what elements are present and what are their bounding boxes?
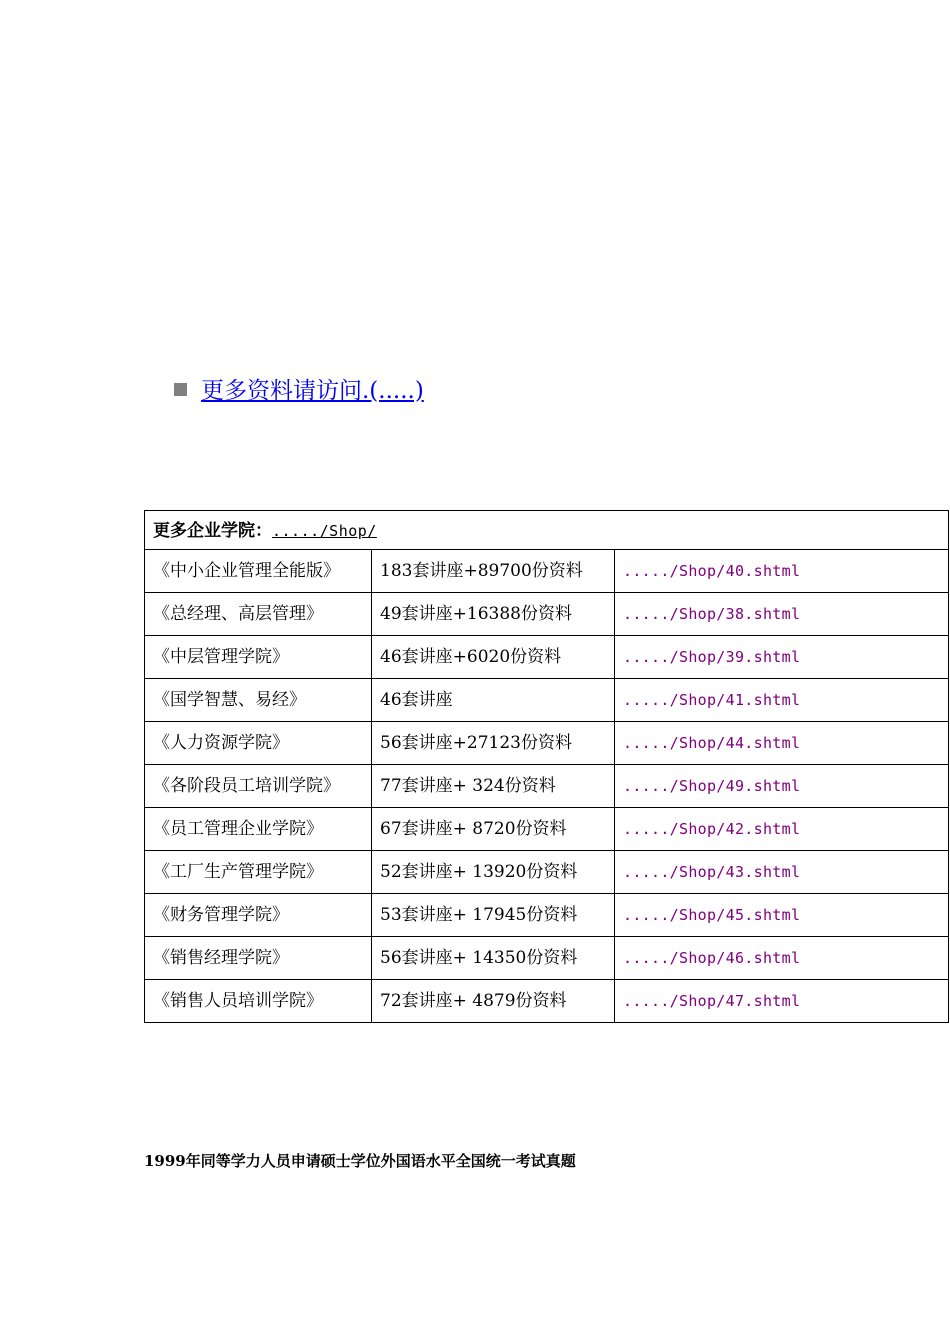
course-link[interactable]: ...../Shop/47.shtml bbox=[615, 980, 949, 1023]
enterprise-academy-table bbox=[144, 510, 949, 1023]
course-desc: 53套讲座+ 17945份资料 bbox=[372, 894, 615, 937]
more-resources-line bbox=[174, 372, 424, 404]
course-desc: 77套讲座+ 324份资料 bbox=[372, 765, 615, 808]
course-link[interactable]: ...../Shop/46.shtml bbox=[615, 937, 949, 980]
course-name: 《中层管理学院》 bbox=[145, 636, 372, 679]
course-name: 《销售经理学院》 bbox=[145, 937, 372, 980]
course-desc: 52套讲座+ 13920份资料 bbox=[372, 851, 615, 894]
course-name: 《人力资源学院》 bbox=[145, 722, 372, 765]
table-row bbox=[145, 679, 949, 722]
course-desc: 67套讲座+ 8720份资料 bbox=[372, 808, 615, 851]
more-resources-link[interactable]: 更多资料请访问.(.....) bbox=[201, 377, 424, 404]
course-desc: 49套讲座+16388份资料 bbox=[372, 593, 615, 636]
course-desc: 46套讲座+6020份资料 bbox=[372, 636, 615, 679]
course-desc: 56套讲座+27123份资料 bbox=[372, 722, 615, 765]
table-row bbox=[145, 765, 949, 808]
table-row bbox=[145, 894, 949, 937]
table-row bbox=[145, 851, 949, 894]
course-name: 《销售人员培训学院》 bbox=[145, 980, 372, 1023]
course-link[interactable]: ...../Shop/39.shtml bbox=[615, 636, 949, 679]
course-link[interactable]: ...../Shop/43.shtml bbox=[615, 851, 949, 894]
table-row bbox=[145, 722, 949, 765]
course-link[interactable]: ...../Shop/45.shtml bbox=[615, 894, 949, 937]
course-name: 《国学智慧、易经》 bbox=[145, 679, 372, 722]
course-name: 《员工管理企业学院》 bbox=[145, 808, 372, 851]
course-name: 《财务管理学院》 bbox=[145, 894, 372, 937]
table-row bbox=[145, 636, 949, 679]
square-bullet-icon bbox=[174, 383, 187, 396]
course-link[interactable]: ...../Shop/41.shtml bbox=[615, 679, 949, 722]
header-shop-link[interactable]: ...../Shop/ bbox=[272, 522, 377, 540]
table-row bbox=[145, 808, 949, 851]
table-row bbox=[145, 550, 949, 593]
table-row bbox=[145, 980, 949, 1023]
course-desc: 183套讲座+89700份资料 bbox=[372, 550, 615, 593]
course-name: 《工厂生产管理学院》 bbox=[145, 851, 372, 894]
course-link[interactable]: ...../Shop/49.shtml bbox=[615, 765, 949, 808]
course-link[interactable]: ...../Shop/42.shtml bbox=[615, 808, 949, 851]
table-row bbox=[145, 937, 949, 980]
course-link[interactable]: ...../Shop/40.shtml bbox=[615, 550, 949, 593]
course-desc: 72套讲座+ 4879份资料 bbox=[372, 980, 615, 1023]
table-row bbox=[145, 593, 949, 636]
table-header-row bbox=[145, 511, 949, 550]
course-link[interactable]: ...../Shop/44.shtml bbox=[615, 722, 949, 765]
course-name: 《总经理、高层管理》 bbox=[145, 593, 372, 636]
header-label: 更多企业学院： bbox=[153, 521, 272, 541]
course-name: 《中小企业管理全能版》 bbox=[145, 550, 372, 593]
exam-title: 1999年同等学力人员申请硕士学位外国语水平全国统一考试真题 bbox=[144, 1152, 576, 1170]
course-desc: 46套讲座 bbox=[372, 679, 615, 722]
table-header-cell bbox=[145, 511, 949, 550]
course-name: 《各阶段员工培训学院》 bbox=[145, 765, 372, 808]
course-desc: 56套讲座+ 14350份资料 bbox=[372, 937, 615, 980]
course-link[interactable]: ...../Shop/38.shtml bbox=[615, 593, 949, 636]
